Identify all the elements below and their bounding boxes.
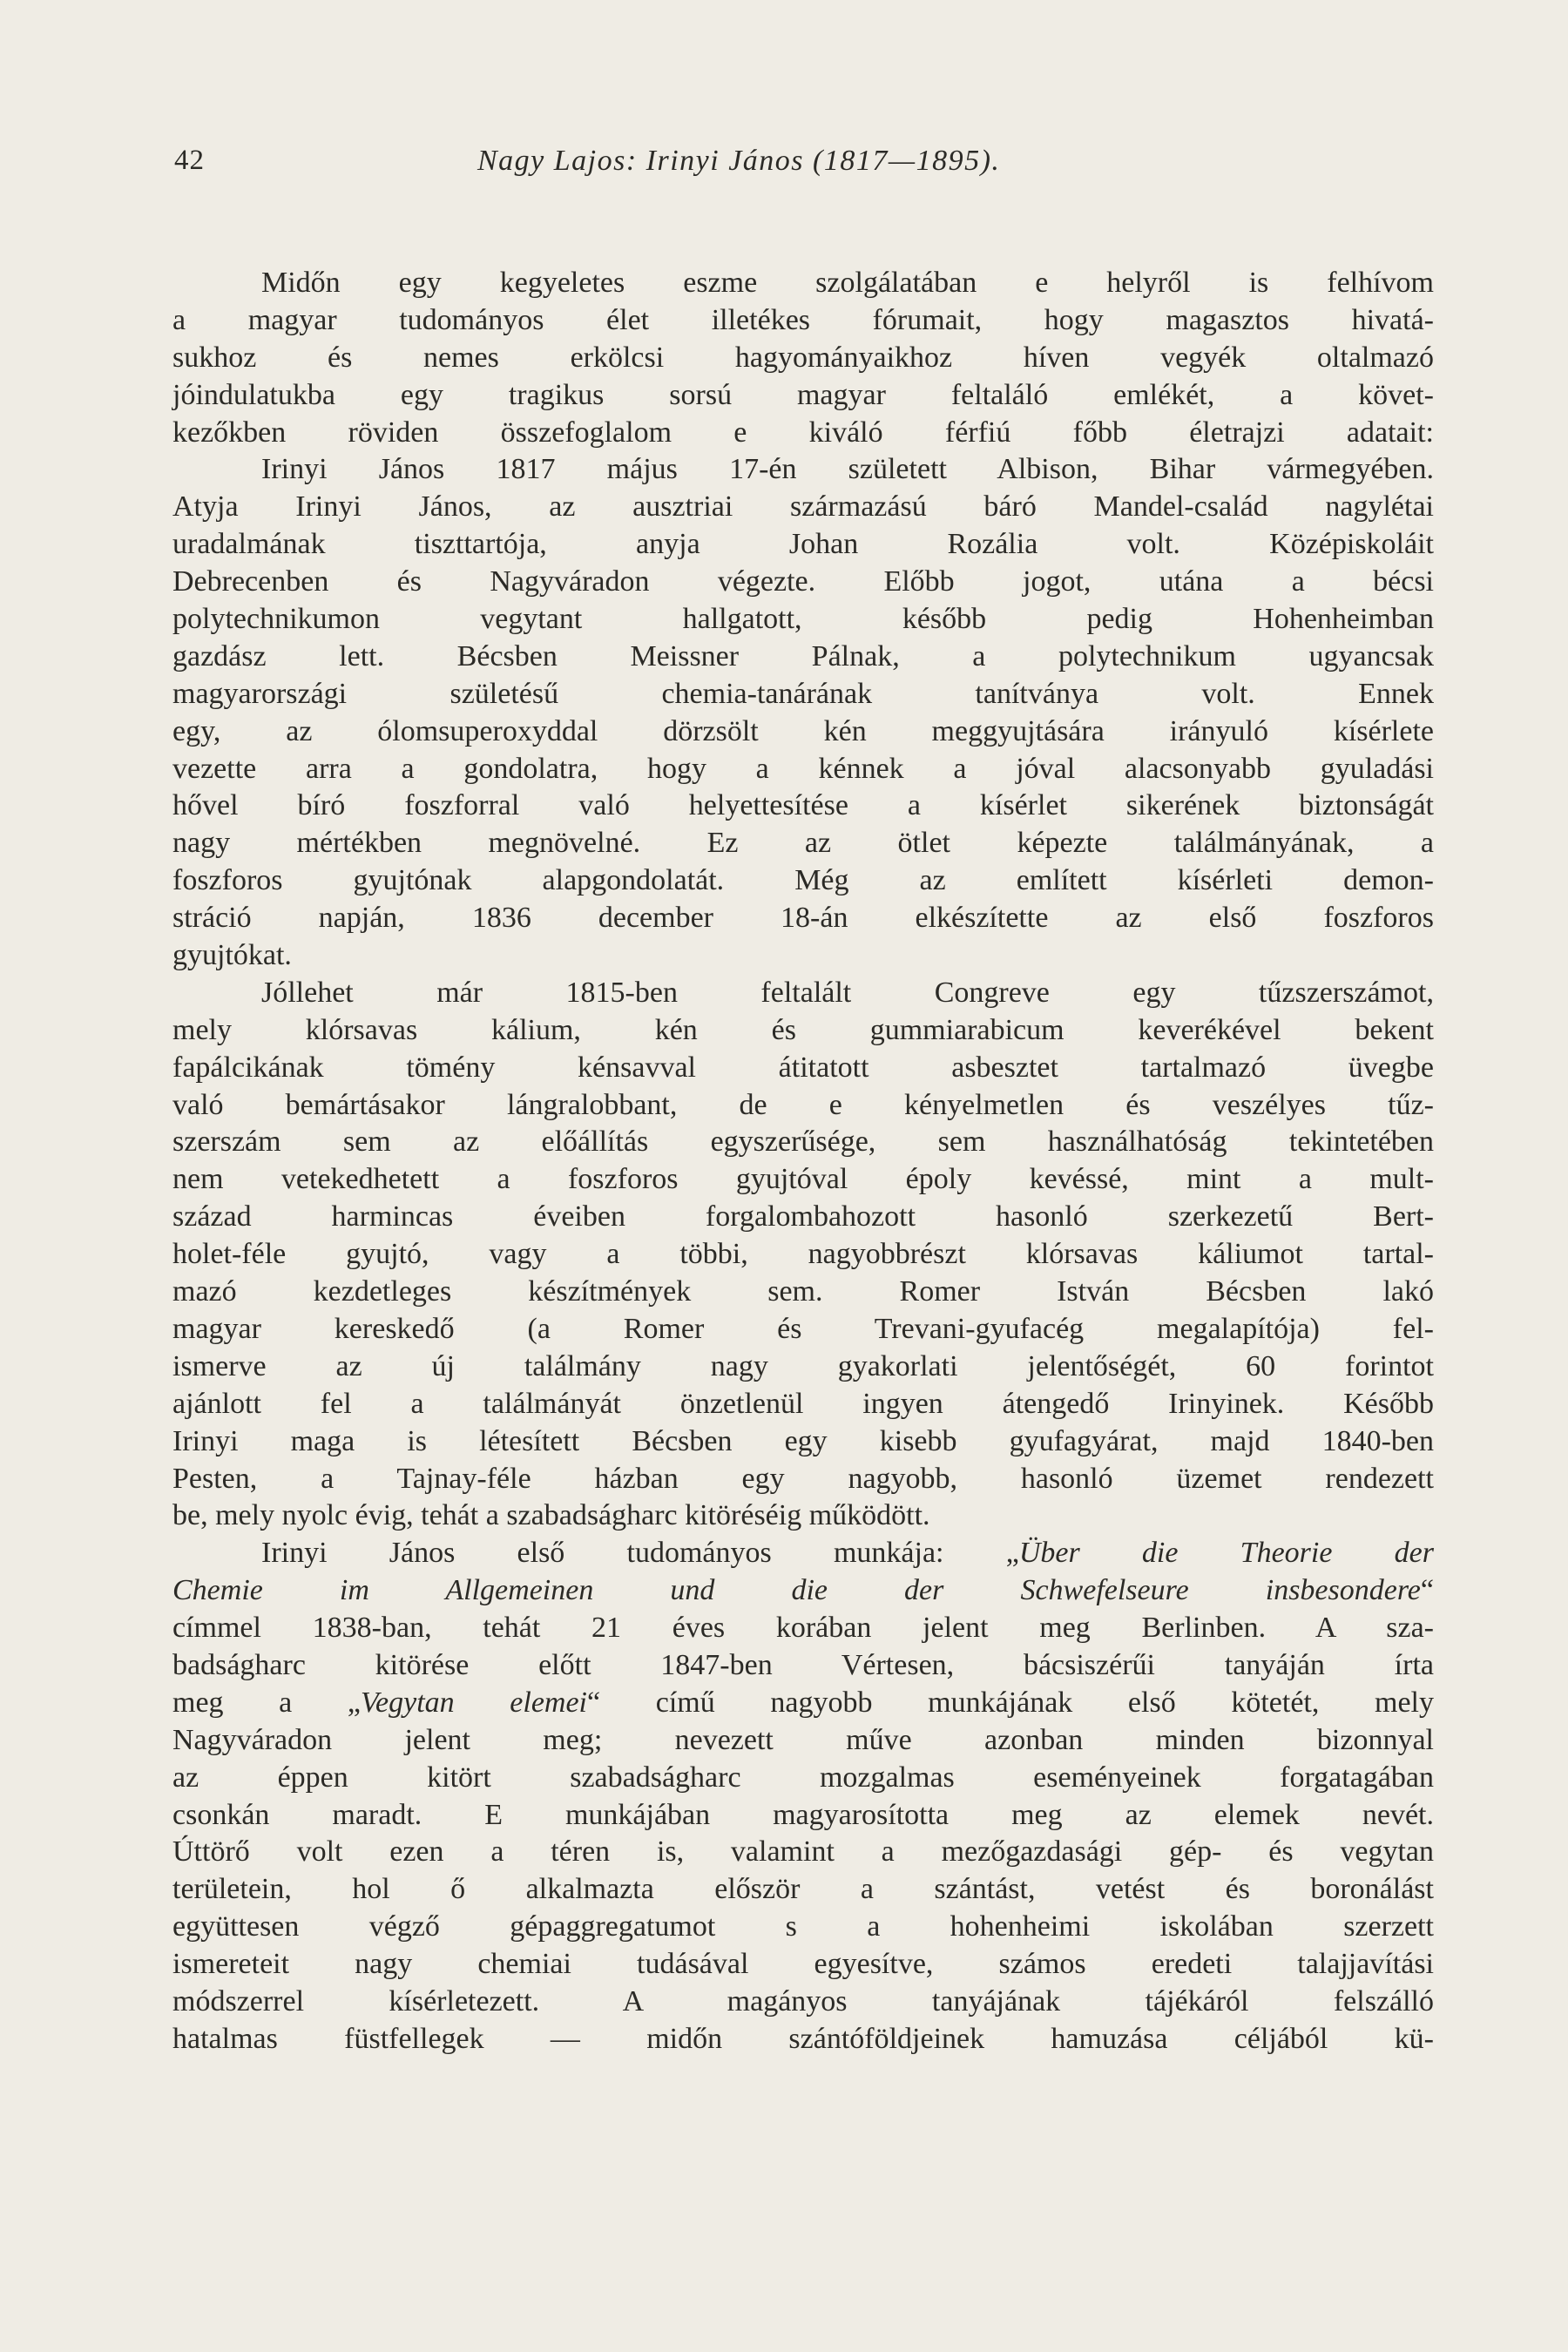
text-line	[172, 1124, 1434, 1161]
text-line	[172, 1386, 1434, 1423]
text-line	[172, 1685, 1434, 1722]
page-header	[174, 145, 1429, 197]
text-line	[172, 526, 1434, 564]
text-line-content: csonkán maradt. E munkájában magyarosította meg az elemek nevét.	[172, 1798, 1434, 1831]
text-line	[172, 1984, 1434, 2021]
text-line-content: stráció napján, 1836 december 18-án elkészítette az első foszforos	[172, 902, 1434, 935]
text-line-content: foszforos gyujtónak alapgondolatát. Még az említett kísérleti demon-	[172, 864, 1434, 897]
text-line-content: Irinyi maga is létesített Bécsben egy kisebb gyufagyárat, majd 1840-ben	[172, 1424, 1434, 1457]
text-line	[172, 937, 1434, 975]
text-line-content: együttesen végző gépaggregatumot s a hohenheimi iskolában szerzett	[172, 1910, 1434, 1943]
text-line-content: Úttörő volt ezen a téren is, valamint a mezőgazdasági gép- és vegytan	[172, 1835, 1434, 1869]
text-line-content: nem vetekedhetett a foszforos gyujtóval époly kevéssé, mint a mult-	[172, 1163, 1434, 1196]
text-line	[172, 1461, 1434, 1498]
text-line	[172, 489, 1434, 526]
text-line	[172, 825, 1434, 862]
text-line-content: kezőkben röviden összefoglalom e kiváló férfiú főbb életrajzi adatait:	[172, 416, 1434, 449]
text-line	[172, 1535, 1434, 1572]
text-line-content: területein, hol ő alkalmazta először a szántást, vetést és boronálást	[172, 1873, 1434, 1906]
text-line-content: az éppen kitört szabadságharc mozgalmas eseményeinek forgatagában	[172, 1761, 1434, 1794]
text-line	[172, 377, 1434, 415]
text-line-content: való bemártásakor lángralobbant, de e kényelmetlen és veszélyes tűz-	[172, 1088, 1434, 1121]
text-line	[172, 751, 1434, 788]
text-line	[172, 787, 1434, 825]
text-line-content: ismereteit nagy chemiai tudásával egyesítve, számos eredeti talajjavítási	[172, 1948, 1434, 1981]
text-line	[172, 265, 1434, 302]
text-line	[172, 302, 1434, 340]
text-line-content: Atyja Irinyi János, az ausztriai származású báró Mandel-család nagylétai	[172, 490, 1434, 524]
text-line	[172, 1909, 1434, 1946]
text-line-content: be, mely nyolc évig, tehát a szabadságharc kitöréséig működött.	[172, 1499, 930, 1532]
text-line-content: sukhoz és nemes erkölcsi hagyományaikhoz híven vegyék oltalmazó	[172, 341, 1434, 374]
text-line	[172, 1087, 1434, 1125]
italic-title: Chemie im Allgemeinen und die der Schwefelseure insbesondere	[172, 1574, 1421, 1607]
text-line	[172, 451, 1434, 489]
text-line-content: címmel 1838-ban, tehát 21 éves korában jelent meg Berlinben. A sza-	[172, 1612, 1434, 1645]
text-line	[172, 1722, 1434, 1760]
text-line-content: század harmincas éveiben forgalombahozott hasonló szerkezetű Bert-	[172, 1200, 1434, 1233]
text-line-content: nagy mértékben megnövelné. Ez az ötlet képezte találmányának, a	[172, 827, 1434, 860]
text-line-content: a magyar tudományos élet illetékes fórumait, hogy magasztos hivatá-	[172, 303, 1434, 336]
text-line	[172, 1236, 1434, 1274]
text-line-content: ajánlott fel a találmányát önzetlenül ingyen átengedő Irinyinek. Később	[172, 1387, 1434, 1420]
text-line	[172, 1797, 1434, 1835]
text-line-content: mazó kezdetleges készítmények sem. Romer István Bécsben lakó	[172, 1275, 1434, 1308]
text-line-content: Irinyi János 1817 május 17-én született Albison, Bihar vármegyében.	[261, 453, 1434, 486]
text-line-continuation: “	[1420, 1574, 1434, 1607]
text-line	[172, 862, 1434, 900]
text-line	[172, 1423, 1434, 1461]
text-line-content: Irinyi János első tudományos munkája: „	[261, 1537, 1019, 1570]
text-line	[172, 1274, 1434, 1311]
text-line-content: fapálcikának tömény kénsavval átitatott asbesztet tartalmazó üvegbe	[172, 1051, 1434, 1084]
text-line-content: mely klórsavas kálium, kén és gummiarabicum keverékével bekent	[172, 1013, 1434, 1046]
text-line-content: polytechnikumon vegytant hallgatott, később pedig Hohenheimban	[172, 603, 1434, 636]
text-line-content: meg a „	[172, 1686, 362, 1719]
text-line-content: szerszám sem az előállítás egyszerűsége, sem használhatóság tekintetében	[172, 1125, 1434, 1159]
text-line-content: hatalmas füstfellegek — midőn szántóföldjeinek hamuzása céljából kü-	[172, 2022, 1434, 2055]
text-line-content: badságharc kitörése előtt 1847-ben Vértesen, bácsiszérűi tanyáján írta	[172, 1648, 1434, 1681]
body-text	[172, 265, 1434, 2058]
text-line	[172, 1647, 1434, 1685]
text-line-content: módszerrel kísérletezett. A magányos tanyájának tájékáról felszálló	[172, 1984, 1434, 2017]
page-number: 42	[174, 145, 205, 176]
text-line	[172, 1871, 1434, 1909]
text-line-content: Pesten, a Tajnay-féle házban egy nagyobb, hasonló üzemet rendezett	[172, 1462, 1434, 1495]
text-line	[172, 676, 1434, 713]
text-line	[172, 415, 1434, 452]
text-line	[172, 1050, 1434, 1087]
text-line	[172, 1161, 1434, 1199]
text-line	[172, 1199, 1434, 1236]
text-line	[172, 564, 1434, 601]
text-line	[172, 1497, 1434, 1535]
text-line-content: ismerve az új találmány nagy gyakorlati jelentőségét, 60 forintot	[172, 1349, 1434, 1382]
running-title: Nagy Lajos: Irinyi János (1817—1895).	[477, 145, 1001, 177]
text-line-content: magyar kereskedő (a Romer és Trevani-gyufacég megalapítója) fel-	[172, 1312, 1434, 1345]
text-line	[172, 1760, 1434, 1797]
text-line	[172, 1610, 1434, 1647]
text-line-content: Jóllehet már 1815-ben feltalált Congreve egy tűzszerszámot,	[261, 976, 1434, 1009]
text-line-continuation: “ című nagyobb munkájának első kötetét, mely	[587, 1686, 1434, 1719]
text-line	[172, 1946, 1434, 1984]
text-line-content: gyujtókat.	[172, 939, 292, 972]
text-line-content: magyarországi születésű chemia-tanárának tanítványa volt. Ennek	[172, 677, 1434, 710]
text-line	[172, 1311, 1434, 1348]
text-line	[172, 2021, 1434, 2058]
text-line	[172, 713, 1434, 751]
text-line	[172, 900, 1434, 937]
text-line-content: jóindulatukba egy tragikus sorsú magyar feltaláló emlékét, a követ-	[172, 378, 1434, 411]
italic-title: Über die Theorie der	[1018, 1537, 1434, 1570]
text-line-content: hővel bíró foszforral való helyettesítése a kísérlet sikerének biztonságát	[172, 789, 1434, 822]
text-line-content: Debrecenben és Nagyváradon végezte. Előbb jogot, utána a bécsi	[172, 565, 1434, 598]
text-line	[172, 1572, 1434, 1610]
text-line-content: uradalmának tiszttartója, anyja Johan Rozália volt. Középiskoláit	[172, 528, 1434, 561]
text-line	[172, 340, 1434, 377]
text-line	[172, 975, 1434, 1012]
text-line-content: egy, az ólomsuperoxyddal dörzsölt kén meggyujtására irányuló kísérlete	[172, 714, 1434, 747]
text-line	[172, 1834, 1434, 1871]
text-line-content: vezette arra a gondolatra, hogy a kénnek a jóval alacsonyabb gyuladási	[172, 752, 1434, 785]
text-line	[172, 639, 1434, 676]
text-line-content: gazdász lett. Bécsben Meissner Pálnak, a polytechnikum ugyancsak	[172, 639, 1434, 672]
italic-title: Vegytan elemei	[361, 1686, 588, 1719]
text-line-content: holet-féle gyujtó, vagy a többi, nagyobbrészt klórsavas káliumot tartal-	[172, 1238, 1434, 1271]
text-line	[172, 1012, 1434, 1050]
text-line-content: Nagyváradon jelent meg; nevezett műve azonban minden bizonnyal	[172, 1723, 1434, 1756]
text-line	[172, 601, 1434, 639]
text-line	[172, 1348, 1434, 1386]
text-line-content: Midőn egy kegyeletes eszme szolgálatában e helyről is felhívom	[261, 267, 1434, 299]
